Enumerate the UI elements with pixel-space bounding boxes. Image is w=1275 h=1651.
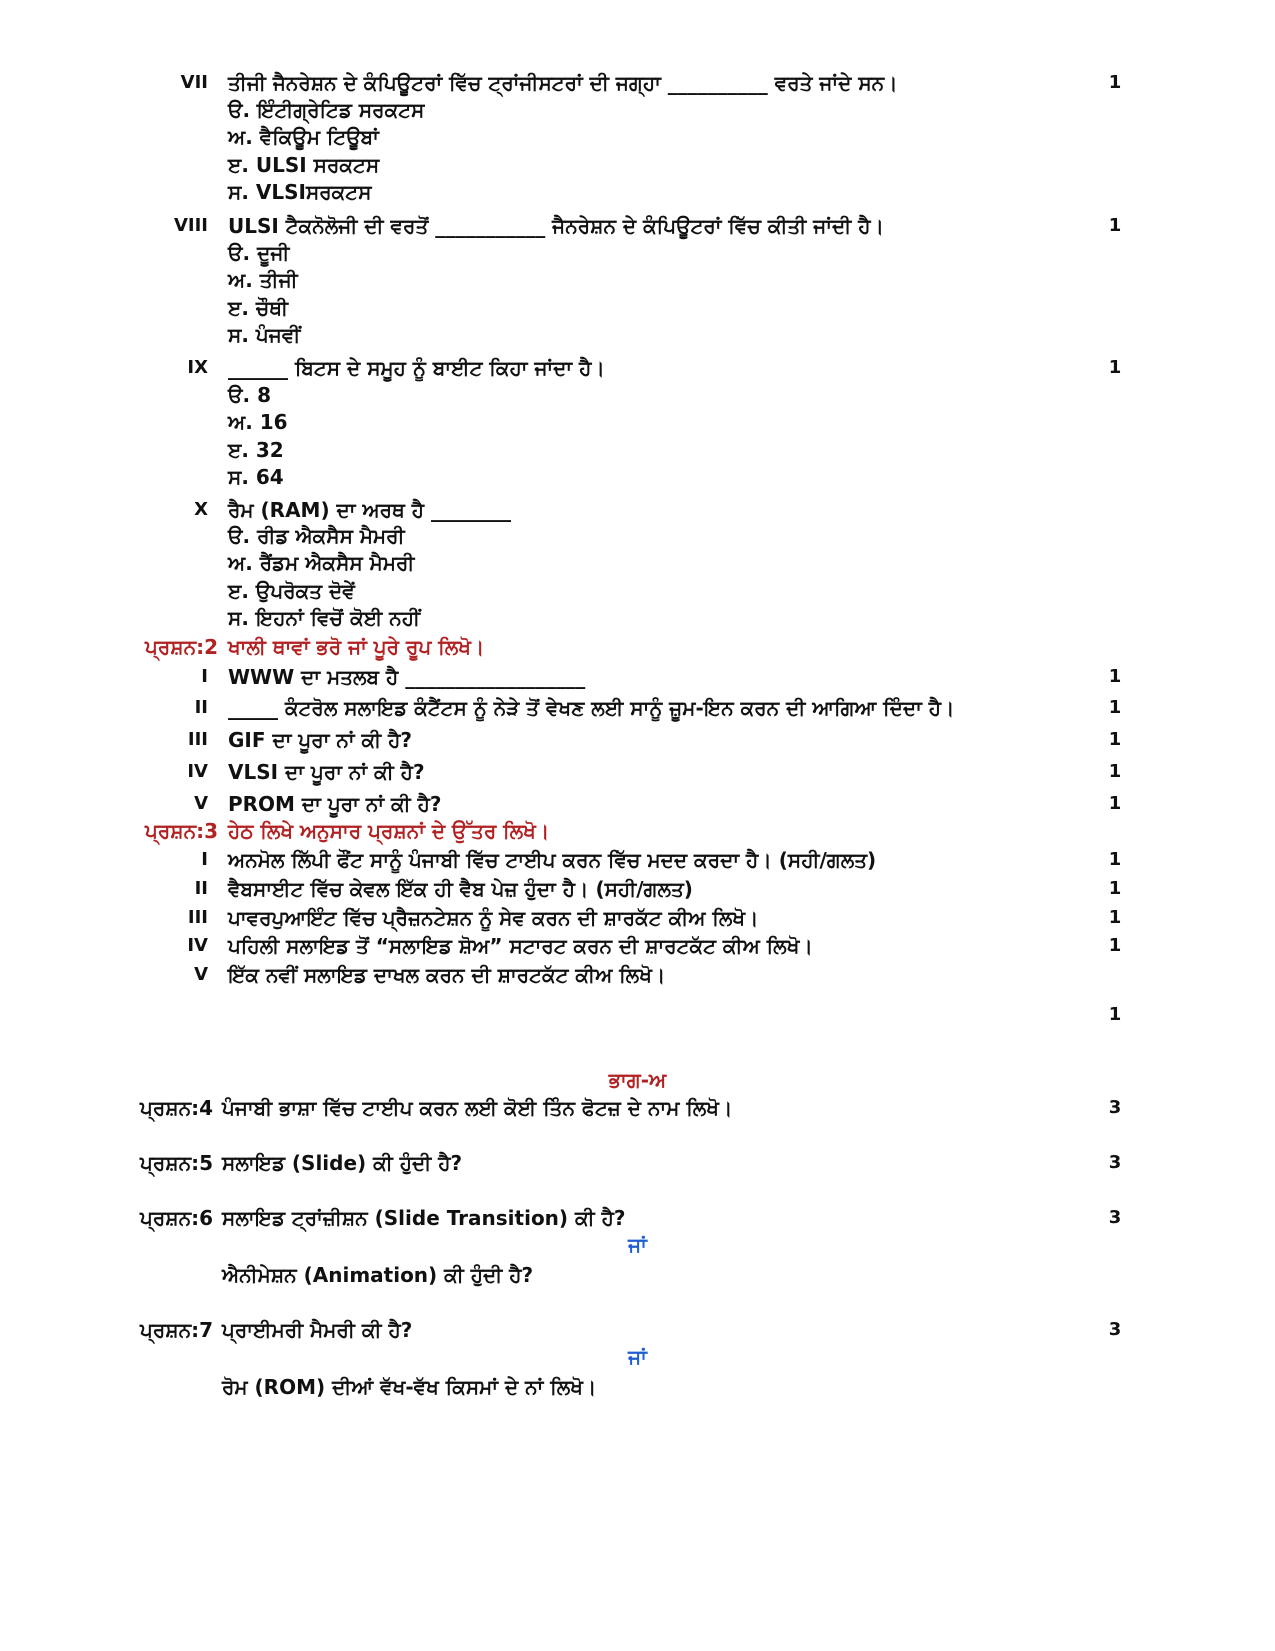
marks: 3 (1108, 1097, 1122, 1118)
question-text: ਪਾਵਰਪੁਆਇੰਟ ਵਿੱਚ ਪ੍ਰੈਜ਼ਨਟੇਸ਼ਨ ਨੂੰ ਸੇਵ ਕਰਨ ਦੀ ਸ਼ਾਰਕੱਟ ਕੀਅ ਲਿਖੋ। (228, 906, 759, 930)
option: ੳ. ਰੀਡ ਐਕਸੈਸ ਮੈਮਰੀ (228, 524, 405, 548)
item-number: IV (187, 761, 208, 782)
marks: 1 (1108, 1004, 1122, 1025)
marks: 1 (1108, 849, 1122, 870)
question-text: ਪੰਜਾਬੀ ਭਾਸ਼ਾ ਵਿੱਚ ਟਾਈਪ ਕਰਨ ਲਈ ਕੋਈ ਤਿੰਨ ਫੋਟਜ਼ ਦੇ ਨਾਮ ਲਿਖੋ। (222, 1096, 733, 1120)
question-text: ਤੀਜੀ ਜੈਨਰੇਸ਼ਨ ਦੇ ਕੰਪਿਊਟਰਾਂ ਵਿੱਚ ਟ੍ਰਾਂਜੀਸਟਰਾਂ ਦੀ ਜਗ੍ਹਾ __________ ਵਰਤੇ ਜਾਂਦੇ ਸਨ। (228, 71, 898, 95)
marks: 1 (1108, 761, 1122, 782)
item-number: V (194, 964, 208, 985)
or-separator: ਜਾਂ (628, 1233, 647, 1257)
question-label: ਪ੍ਰਸ਼ਨ:6 (140, 1206, 214, 1230)
marks: 1 (1108, 729, 1122, 750)
question-text: _____ ਕੰਟਰੋਲ ਸਲਾਇਡ ਕੰਟੈਂਟਸ ਨੂੰ ਨੇੜੇ ਤੋਂ ਵੇਖਣ ਲਈ ਸਾਨੂੰ ਜ਼ੂਮ-ਇਨ ਕਰਨ ਦੀ ਆਗਿਆ ਦਿੰਦਾ ਹੈ। (228, 696, 955, 720)
question-text: PROM ਦਾ ਪੂਰਾ ਨਾਂ ਕੀ ਹੈ? (228, 792, 442, 816)
option: ੲ. ਚੌਥੀ (228, 296, 289, 320)
marks: 3 (1108, 1207, 1122, 1228)
question-text: ______ ਬਿਟਸ ਦੇ ਸਮੂਹ ਨੂੰ ਬਾਈਟ ਕਿਹਾ ਜਾਂਦਾ ਹੈ। (228, 356, 605, 380)
question-heading: ਹੇਠ ਲਿਖੇ ਅਨੁਸਾਰ ਪ੍ਰਸ਼ਨਾਂ ਦੇ ਉੱਤਰ ਲਿਖੋ। (228, 819, 550, 843)
question-heading: ਖਾਲੀ ਥਾਵਾਂ ਭਰੋ ਜਾਂ ਪੂਰੇ ਰੂਪ ਲਿਖੋ। (228, 635, 485, 659)
item-number: I (201, 666, 208, 687)
question-text: GIF ਦਾ ਪੂਰਾ ਨਾਂ ਕੀ ਹੈ? (228, 728, 413, 752)
option: ਸ. ਪੰਜਵੀਂ (228, 323, 301, 347)
question-label: ਪ੍ਰਸ਼ਨ:7 (140, 1318, 214, 1342)
item-number: VII (180, 72, 208, 93)
item-number: III (187, 907, 208, 928)
option: ੲ. 32 (228, 438, 284, 462)
or-separator: ਜਾਂ (628, 1345, 647, 1369)
question-text: ਇੱਕ ਨਵੀਂ ਸਲਾਇਡ ਦਾਖਲ ਕਰਨ ਦੀ ਸ਼ਾਰਟਕੱਟ ਕੀਅ ਲਿਖੋ। (228, 963, 666, 987)
item-number: V (194, 793, 208, 814)
marks: 1 (1108, 666, 1122, 687)
question-text: ਪ੍ਰਾਈਮਰੀ ਮੈਮਰੀ ਕੀ ਹੈ? (222, 1318, 413, 1342)
marks: 1 (1108, 215, 1122, 236)
item-number: VIII (173, 215, 208, 236)
question-text: WWW ਦਾ ਮਤਲਬ ਹੈ __________________ (228, 665, 586, 689)
question-text: ਅਨਮੋਲ ਲਿੱਪੀ ਫੌਂਟ ਸਾਨੂੰ ਪੰਜਾਬੀ ਵਿੱਚ ਟਾਈਪ ਕਰਨ ਵਿੱਚ ਮਦਦ ਕਰਦਾ ਹੈ। (ਸਹੀ/ਗਲਤ) (228, 848, 877, 872)
item-number: III (187, 729, 208, 750)
question-label: ਪ੍ਰਸ਼ਨ:4 (140, 1096, 214, 1120)
option: ਅ. ਵੈਕਿਊਮ ਟਿਊਬਾਂ (228, 125, 379, 149)
question-label: ਪ੍ਰਸ਼ਨ:2 (145, 635, 219, 659)
option: ਅ. ਰੈਂਡਮ ਐਕਸੈਸ ਮੈਮਰੀ (228, 551, 415, 575)
item-number: I (201, 849, 208, 870)
marks: 1 (1108, 935, 1122, 956)
marks: 3 (1108, 1319, 1122, 1340)
item-number: II (194, 878, 208, 899)
option: ੲ. ਉਪਰੋਕਤ ਦੋਵੇਂ (228, 579, 355, 603)
marks: 1 (1108, 907, 1122, 928)
option: ਸ. ਇਹਨਾਂ ਵਿਚੋਂ ਕੋਈ ਨਹੀਂ (228, 606, 421, 630)
question-label: ਪ੍ਰਸ਼ਨ:3 (145, 819, 219, 843)
question-text: ਸਲਾਇਡ ਟ੍ਰਾਂਜ਼ੀਸ਼ਨ (Slide Transition) ਕੀ ਹੈ? (222, 1206, 626, 1230)
option: ੳ. ਦੂਜੀ (228, 241, 290, 265)
marks: 1 (1108, 357, 1122, 378)
option: ੳ. ਇੰਟੀਗ੍ਰੇਟਿਡ ਸਰਕਟਸ (228, 98, 425, 122)
option: ਸ. VLSIਸਰਕਟਸ (228, 180, 372, 204)
item-number: IX (187, 357, 208, 378)
marks: 1 (1108, 697, 1122, 718)
question-text: ਵੈਬਸਾਈਟ ਵਿੱਚ ਕੇਵਲ ਇੱਕ ਹੀ ਵੈਬ ਪੇਜ਼ ਹੁੰਦਾ ਹੈ। (ਸਹੀ/ਗਲਤ) (228, 877, 693, 901)
question-label: ਪ੍ਰਸ਼ਨ:5 (140, 1151, 214, 1175)
option: ਅ. ਤੀਜੀ (228, 268, 298, 292)
alternate-question: ਰੋਮ (ROM) ਦੀਆਂ ਵੱਖ-ਵੱਖ ਕਿਸਮਾਂ ਦੇ ਨਾਂ ਲਿਖੋ। (222, 1375, 597, 1399)
item-number: II (194, 697, 208, 718)
option: ੳ. 8 (228, 383, 271, 407)
option: ੲ. ULSI ਸਰਕਟਸ (228, 153, 380, 177)
marks: 1 (1108, 793, 1122, 814)
item-number: X (194, 499, 208, 520)
question-text: ਪਹਿਲੀ ਸਲਾਇਡ ਤੋਂ “ਸਲਾਇਡ ਸ਼ੋਅ” ਸਟਾਰਟ ਕਰਨ ਦੀ ਸ਼ਾਰਟਕੱਟ ਕੀਅ ਲਿਖੋ। (228, 934, 813, 958)
item-number: IV (187, 935, 208, 956)
question-text: ULSI ਟੈਕਨੋਲੋਜੀ ਦੀ ਵਰਤੋਂ ___________ ਜੈਨਰੇਸ਼ਨ ਦੇ ਕੰਪਿਊਟਰਾਂ ਵਿੱਚ ਕੀਤੀ ਜਾਂਦੀ ਹੈ। (228, 214, 884, 238)
section-title: ਭਾਗ-ਅ (608, 1068, 667, 1092)
marks: 3 (1108, 1152, 1122, 1173)
marks: 1 (1108, 878, 1122, 899)
option: ਅ. 16 (228, 410, 288, 434)
option: ਸ. 64 (228, 465, 284, 489)
alternate-question: ਐਨੀਮੇਸ਼ਨ (Animation) ਕੀ ਹੁੰਦੀ ਹੈ? (222, 1263, 534, 1287)
question-text: VLSI ਦਾ ਪੂਰਾ ਨਾਂ ਕੀ ਹੈ? (228, 760, 425, 784)
question-text: ਸਲਾਇਡ (Slide) ਕੀ ਹੁੰਦੀ ਹੈ? (222, 1151, 463, 1175)
marks: 1 (1108, 72, 1122, 93)
question-text: ਰੈਮ (RAM) ਦਾ ਅਰਥ ਹੈ ________ (228, 498, 511, 522)
